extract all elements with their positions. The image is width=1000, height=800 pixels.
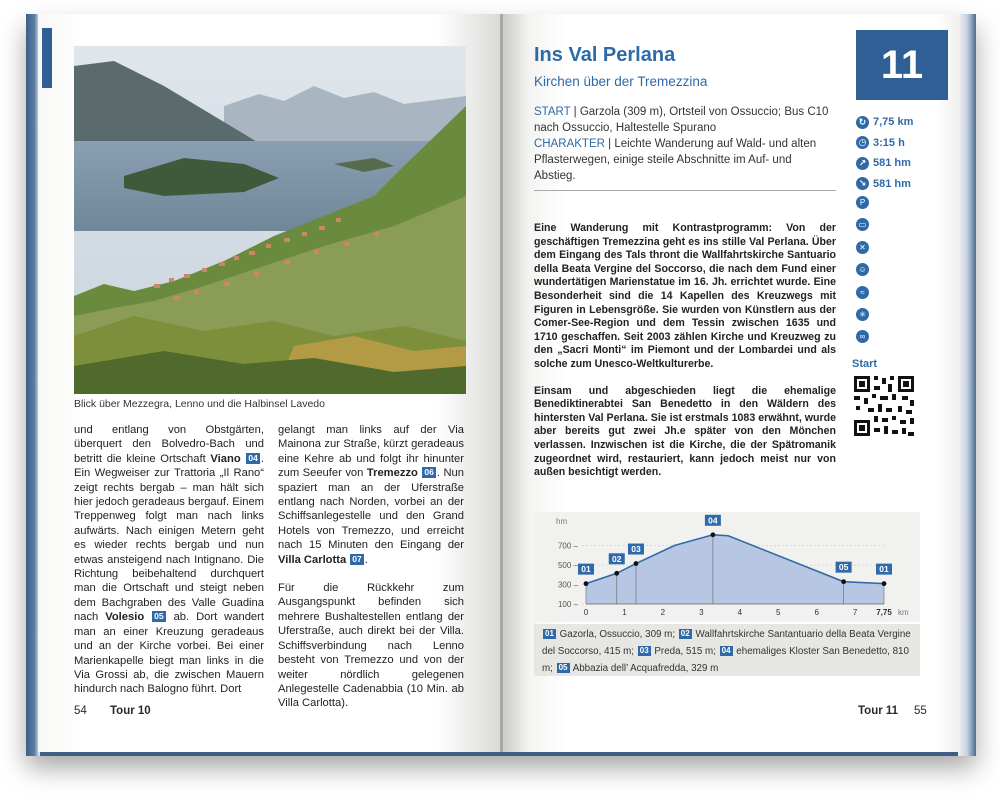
right-page-footer: [858, 705, 927, 717]
feature-icons: [856, 196, 874, 353]
lake-como-photo: [74, 46, 466, 394]
waypoint-label: 05: [838, 562, 849, 573]
legend-badge: 02: [680, 629, 690, 638]
place-name: Tremezzo: [366, 467, 418, 480]
descent-icon: ↘: [856, 177, 869, 190]
x-tick-label: 3: [699, 608, 704, 617]
waypoint-badge: 04: [248, 452, 258, 463]
qr-code[interactable]: [852, 374, 916, 438]
legend-badge: 05: [558, 663, 568, 672]
distance-icon: ↻: [856, 116, 869, 129]
legend-badge: 04: [721, 646, 731, 655]
x-axis-label: km: [898, 608, 909, 617]
x-tick-label: 0: [583, 608, 589, 617]
divider: [534, 190, 836, 191]
time-icon: ◷: [856, 136, 869, 149]
waypoint-label: 03: [631, 544, 641, 555]
description-paragraph-2: Einsam und abgeschieden liegt die ehemalige Benediktinerabtei San Benedetto in den Wäldern des hintersten Val Perlana. Sie ist erstmals 1083 erwähnt, wurde aber bereits gut zwei Jh.e später von den Mönchen verlassen. Inzwischen ist die Kirche, die der Spätromanik zugeordnet wird, restauriert, kann jedoch meist nur von außen besichtigt werden.: [534, 384, 836, 479]
running-head: Tour 10: [110, 705, 151, 717]
tour-description: [534, 222, 836, 493]
waypoint-label: 01: [879, 564, 889, 575]
text-column-2: gelangt man links auf der Via Mainona zur Straße, kürzt geradeaus eine Kehre ab und folgt ihr hinunter zum Seeufer von Tremezzo 06 . Nun spaziert man an der Uferstraße entlang nach Norden, vorbei an der Schiffsanlegestelle und den Grand Hotels von Tremezzo, und erreicht nach 15 Minuten den Eingang der Villa Carlotta 07 . Für die Rückkehr zum Ausgangspunkt befinden sich mehrere Bushaltestellen entlang der Uferstraße, auch direkt bei der Villa. Schiffsverbindung nach Lenno besteht von Tremezzo und von der weiter nördlich gelegenen Anlegestelle Cadenabbia (10 Min. ab Villa Carlotta).: [278, 424, 464, 710]
x-tick-label: 7,75: [876, 608, 892, 617]
y-tick-label: 100 –: [557, 600, 578, 609]
waypoint-marker: [882, 581, 887, 586]
ascent-icon: ↗: [856, 157, 869, 170]
x-tick-label: 7: [852, 608, 858, 617]
book-cover-right-edge: [958, 14, 976, 756]
bus-icon: ▭: [856, 218, 869, 231]
waypoint-legend: 01 Gazorla, Ossuccio, 309 m; 02 Wallfahrtskirche Santantuario della Beata Vergine del Soccorso, 415 m; 03 Preda, 515 m; 04 ehemaliges Kloster San Benedetto, 810 m; 05 Abbazia dell’ Acquafredda, 329 m: [534, 624, 920, 676]
description-paragraph-1: Eine Wanderung mit Kontrastprogramm: Von der geschäftigen Tremezzina geht es ins stille Val Perlana. Über dem Eingang des Tals thront die Wallfahrtskirche Santuario della Beata Vergine del Soccorso, die nach dem Fund einer wundertätigen Marienstatue im 16. Jh. errichtet wurde. Eine Besonderheit sind die 14 Kapellen des Kreuzwegs mit Figuren in Lebensgröße. Sie wurden von Künstlern aus der Comer-See-Region und dem Tessin zwischen 1635 und 1710 geschaffen. Seit 2003 zählen Kirche und Kreuzweg zu den „Sacri Monti“ im Piemont und der Lombardei und als solche zum Unesco-Weltkulturerbe.: [534, 222, 836, 370]
stat-descent: ↘ 581 hm: [856, 174, 956, 194]
y-tick-label: 300 –: [557, 580, 578, 590]
y-tick-label: 500 –: [557, 561, 578, 570]
waypoint-marker: [634, 561, 639, 566]
book-spine: [500, 14, 503, 752]
page-number: 54: [74, 705, 87, 717]
page-number: 55: [914, 705, 927, 717]
tour-stats: [856, 112, 956, 194]
parking-icon: P: [856, 196, 869, 209]
x-tick-label: 1: [622, 608, 627, 617]
text-column-1: und entlang von Obstgärten, überquert den Bolvedro-Bach und betritt die kleine Ortschaft Viano 04 . Ein Wegweiser zur Trattoria „Il Rano“ zeigt rechts bergab – man hält sich hier jedoch geradeaus bergauf. Einem Treppenweg folgt man nach links aufwärts. Nach einigen Metern geht es wieder rechts bergab und nun etwas ansteigend nach Intignano. Die Richtung beibehaltend durchquert man die Ortschaft und steigt neben dem Bachgraben des Valle Guadina nach Volesio 05 ab. Dort wandert man an einer Kreuzung geradeaus und an der Kirche vorbei. Bei einer Marienkapelle biegt man links in die Via Grossi ab, die zwischen Mauern hindurch nach Balogno führt. Dort: [74, 424, 264, 696]
running-head: Tour 11: [858, 705, 899, 717]
legend-badge: 01: [545, 629, 554, 638]
page-subtitle: Kirchen über der Tremezzina: [534, 74, 708, 89]
page-title: Ins Val Perlana: [534, 44, 676, 66]
y-tick-label: 700 –: [557, 541, 578, 551]
x-tick-label: 5: [776, 608, 781, 617]
waypoint-label: 02: [612, 553, 622, 564]
tour-number-badge: 11: [856, 30, 948, 100]
waypoint-marker: [710, 532, 715, 537]
y-axis-label: hm: [556, 517, 568, 526]
photo-caption: Blick über Mezzegra, Lenno und die Halbinsel Lavedo: [74, 398, 325, 410]
restaurant-icon: ✕: [856, 241, 869, 254]
elevation-profile-chart: [534, 512, 920, 622]
qr-label: Start: [852, 358, 878, 370]
waypoint-marker: [614, 571, 619, 576]
start-label: START: [534, 106, 571, 118]
winter-icon: ✳: [856, 308, 869, 321]
tour-info: START | Garzola (309 m), Ortsteil von Ossuccio; Bus C10 nach Ossuccio, Haltestelle Spurano CHARAKTER | Leichte Wanderung auf Wald- und alten Pflasterwegen, einige steile Abschnitte im Auf- und Abstieg.: [534, 106, 829, 182]
stat-distance: ↻ 7,75 km: [856, 112, 956, 132]
waypoint-badge: 07: [352, 553, 362, 564]
waypoint-badge: 06: [424, 467, 434, 478]
waypoint-marker: [841, 579, 846, 584]
waypoint-label: 04: [708, 515, 718, 526]
left-page-footer: [74, 705, 151, 717]
bike-icon: ∞: [856, 330, 869, 343]
x-tick-label: 2: [660, 608, 666, 617]
kids-icon: ☺: [856, 263, 869, 276]
charakter-label: CHARAKTER: [534, 138, 605, 150]
stat-ascent: ↗ 581 hm: [856, 153, 956, 173]
chapter-tab: [42, 28, 52, 88]
legend-badge: 03: [639, 646, 649, 655]
stat-duration: ◷ 3:15 h: [856, 133, 956, 153]
swimming-icon: ≈: [856, 286, 869, 299]
waypoint-marker: [584, 581, 589, 586]
waypoint-badge: 05: [154, 611, 164, 622]
place-name: Viano: [210, 452, 241, 465]
x-tick-label: 6: [814, 608, 819, 617]
waypoint-label: 01: [581, 564, 591, 575]
place-name: Volesio: [105, 611, 145, 624]
x-tick-label: 4: [737, 608, 743, 617]
place-name: Villa Carlotta: [278, 553, 347, 566]
